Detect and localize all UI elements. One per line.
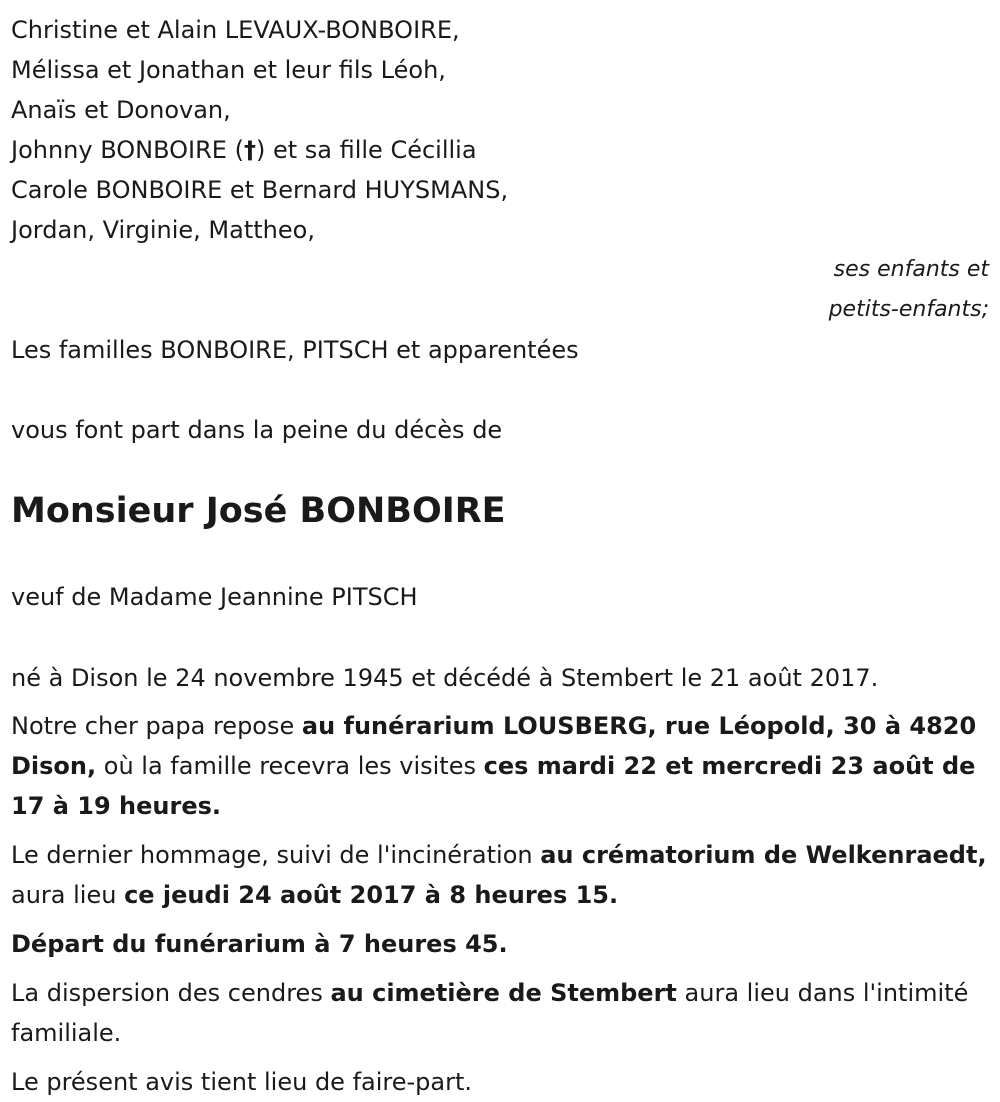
hommage-place: au crématorium de Welkenraedt,	[540, 841, 987, 869]
dispersion-paragraph	[11, 973, 990, 1053]
deceased-name: Monsieur José BONBOIRE	[11, 491, 506, 531]
announce-line: vous font part dans la peine du décès de	[11, 416, 503, 444]
repose-paragraph	[11, 706, 990, 826]
repose-visits: ces mardi 22 et mercredi 23 août de 17 à 19 heures.	[11, 752, 976, 820]
notice-line: Le présent avis tient lieu de faire-part.	[11, 1068, 473, 1096]
birth-death-line: né à Dison le 24 novembre 1945 et décédé à Stembert le 21 août 2017.	[11, 664, 879, 692]
family-line: Carole BONBOIRE et Bernard HUYSMANS,	[11, 176, 509, 204]
repose-text: où la famille recevra les visites	[96, 752, 484, 780]
dispersion-text: aura lieu dans l'intimité familiale.	[11, 979, 969, 1047]
family-list	[11, 10, 990, 250]
family-text: ) et sa fille Cécillia	[255, 136, 477, 164]
depart-text: Départ du funérarium à 7 heures 45.	[11, 930, 508, 958]
family-relation	[11, 250, 990, 330]
family-line-johnny	[11, 130, 990, 170]
repose-place: au funérarium LOUSBERG, rue Léopold, 30 à 4820 Dison,	[11, 712, 977, 780]
hommage-date: ce jeudi 24 août 2017 à 8 heures 15.	[124, 881, 619, 909]
dispersion-place: au cimetière de Stembert	[330, 979, 677, 1007]
relation-line: petits-enfants;	[828, 297, 989, 322]
hommage-text: aura lieu	[11, 881, 125, 909]
hommage-paragraph	[11, 835, 990, 915]
relation-line: ses enfants et	[833, 257, 989, 282]
family-line: Christine et Alain LEVAUX-BONBOIRE,	[11, 16, 460, 44]
repose-text: Notre cher papa repose	[11, 712, 302, 740]
cross-icon: †	[243, 136, 256, 164]
depart-line	[11, 924, 990, 964]
hommage-text: Le dernier hommage, suivi de l'incinération	[11, 841, 541, 869]
family-line: Mélissa et Jonathan et leur fils Léoh,	[11, 56, 446, 84]
dispersion-text: La dispersion des cendres	[11, 979, 331, 1007]
family-line: Jordan, Virginie, Mattheo,	[11, 216, 315, 244]
family-line: Anaïs et Donovan,	[11, 96, 231, 124]
spouse-line: veuf de Madame Jeannine PITSCH	[11, 583, 418, 611]
families-line: Les familles BONBOIRE, PITSCH et apparentées	[11, 336, 579, 364]
family-text: Johnny BONBOIRE (	[11, 136, 244, 164]
